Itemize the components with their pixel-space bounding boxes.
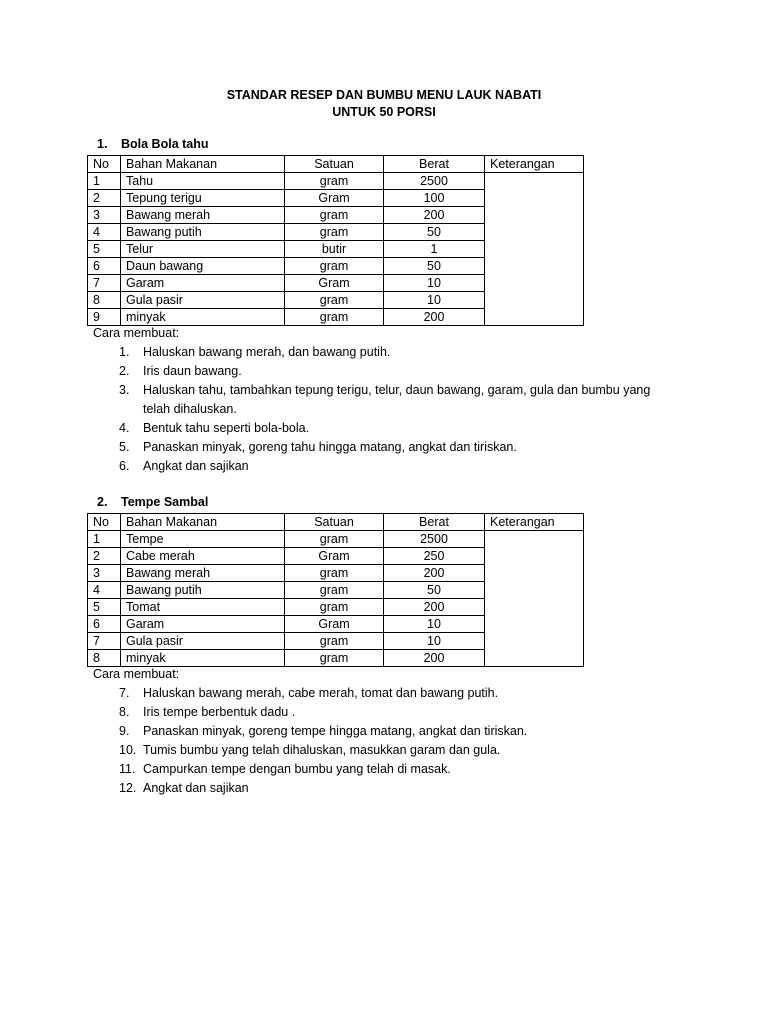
cell-berat: 250 — [384, 548, 485, 565]
cell-no: 1 — [88, 531, 121, 548]
list-item — [97, 760, 697, 779]
cell-berat: 200 — [384, 599, 485, 616]
cell-bahan-makanan: Tepung terigu — [121, 190, 285, 207]
step-text: Panaskan minyak, goreng tahu hingga matang, angkat dan tiriskan. — [143, 440, 517, 454]
cell-berat: 10 — [384, 292, 485, 309]
cell-berat: 50 — [384, 224, 485, 241]
ingredients-table — [87, 513, 584, 667]
step-number: 11. — [119, 762, 136, 776]
column-header-keterangan: Keterangan — [485, 156, 584, 173]
step-number: 6. — [119, 459, 130, 473]
step-number: 12. — [119, 781, 137, 795]
cell-satuan: gram — [285, 531, 384, 548]
cell-no: 7 — [88, 633, 121, 650]
cell-satuan: gram — [285, 599, 384, 616]
cell-satuan: gram — [285, 582, 384, 599]
step-text: Haluskan bawang merah, dan bawang putih. — [143, 345, 391, 359]
step-text: Panaskan minyak, goreng tempe hingga matang, angkat dan tiriskan. — [143, 724, 528, 738]
cell-berat: 2500 — [384, 173, 485, 190]
table-row — [88, 531, 584, 548]
cell-satuan: gram — [285, 173, 384, 190]
list-item — [97, 779, 697, 798]
step-number: 3. — [119, 383, 130, 397]
step-text: Iris daun bawang. — [143, 364, 242, 378]
step-number: 5. — [119, 440, 130, 454]
cell-keterangan — [485, 531, 584, 667]
cell-no: 4 — [88, 224, 121, 241]
cell-berat: 50 — [384, 582, 485, 599]
cell-no: 3 — [88, 565, 121, 582]
cell-bahan-makanan: Cabe merah — [121, 548, 285, 565]
cell-berat: 1 — [384, 241, 485, 258]
cell-no: 8 — [88, 650, 121, 667]
cell-bahan-makanan: Telur — [121, 241, 285, 258]
list-item — [97, 457, 697, 476]
list-item — [97, 419, 697, 438]
column-header-satuan: Satuan — [285, 156, 384, 173]
cell-bahan-makanan: Tahu — [121, 173, 285, 190]
column-header-no: No — [88, 514, 121, 531]
cell-berat: 10 — [384, 616, 485, 633]
cell-satuan: gram — [285, 633, 384, 650]
list-item — [97, 722, 697, 741]
cell-berat: 200 — [384, 565, 485, 582]
cell-berat: 2500 — [384, 531, 485, 548]
cell-satuan: gram — [285, 650, 384, 667]
cell-no: 9 — [88, 309, 121, 326]
method-label: Cara membuat: — [93, 326, 180, 340]
cell-satuan: gram — [285, 258, 384, 275]
step-number: 10. — [119, 743, 137, 757]
table-header-row — [88, 156, 584, 173]
method-steps — [97, 684, 697, 798]
method-steps — [97, 343, 697, 476]
column-header-no: No — [88, 156, 121, 173]
step-number: 7. — [119, 686, 130, 700]
cell-no: 5 — [88, 241, 121, 258]
cell-bahan-makanan: Garam — [121, 616, 285, 633]
cell-no: 6 — [88, 258, 121, 275]
step-text: Tumis bumbu yang telah dihaluskan, masukkan garam dan gula. — [143, 743, 501, 757]
column-header-satuan: Satuan — [285, 514, 384, 531]
step-number: 8. — [119, 705, 130, 719]
cell-bahan-makanan: minyak — [121, 650, 285, 667]
cell-satuan: Gram — [285, 548, 384, 565]
cell-bahan-makanan: Bawang merah — [121, 207, 285, 224]
cell-berat: 10 — [384, 275, 485, 292]
cell-no: 5 — [88, 599, 121, 616]
list-item — [97, 438, 697, 457]
section-number: 2. — [97, 495, 108, 509]
cell-no: 2 — [88, 190, 121, 207]
cell-satuan: Gram — [285, 275, 384, 292]
list-item — [97, 741, 697, 760]
step-text: Angkat dan sajikan — [143, 459, 249, 473]
cell-bahan-makanan: Garam — [121, 275, 285, 292]
cell-berat: 200 — [384, 309, 485, 326]
column-header-keterangan: Keterangan — [485, 514, 584, 531]
section-name: Bola Bola tahu — [121, 137, 209, 151]
cell-satuan: butir — [285, 241, 384, 258]
cell-berat: 100 — [384, 190, 485, 207]
cell-no: 1 — [88, 173, 121, 190]
cell-keterangan — [485, 173, 584, 326]
cell-satuan: gram — [285, 207, 384, 224]
table-row — [88, 173, 584, 190]
step-text-continuation: telah dihaluskan. — [143, 402, 237, 416]
table-header-row — [88, 514, 584, 531]
column-header-berat: Berat — [384, 156, 485, 173]
method-label: Cara membuat: — [93, 667, 180, 681]
step-number: 4. — [119, 421, 130, 435]
step-text: Iris tempe berbentuk dadu . — [143, 705, 296, 719]
step-text: Angkat dan sajikan — [143, 781, 249, 795]
ingredients-table — [87, 155, 584, 326]
list-item — [97, 381, 697, 419]
step-text: Campurkan tempe dengan bumbu yang telah di masak. — [143, 762, 451, 776]
cell-berat: 200 — [384, 207, 485, 224]
cell-satuan: gram — [285, 292, 384, 309]
cell-bahan-makanan: Tempe — [121, 531, 285, 548]
cell-bahan-makanan: Tomat — [121, 599, 285, 616]
cell-berat: 200 — [384, 650, 485, 667]
cell-bahan-makanan: Bawang putih — [121, 582, 285, 599]
section-heading — [97, 137, 209, 151]
document-subtitle: UNTUK 50 PORSI — [332, 105, 436, 119]
step-number: 9. — [119, 724, 130, 738]
list-item — [97, 343, 697, 362]
column-header-berat: Berat — [384, 514, 485, 531]
document-title: STANDAR RESEP DAN BUMBU MENU LAUK NABATI — [226, 88, 542, 102]
cell-no: 3 — [88, 207, 121, 224]
step-number: 2. — [119, 364, 130, 378]
list-item — [97, 362, 697, 381]
cell-no: 2 — [88, 548, 121, 565]
cell-satuan: Gram — [285, 616, 384, 633]
cell-bahan-makanan: Bawang putih — [121, 224, 285, 241]
cell-no: 7 — [88, 275, 121, 292]
cell-no: 8 — [88, 292, 121, 309]
cell-satuan: gram — [285, 565, 384, 582]
cell-bahan-makanan: Bawang merah — [121, 565, 285, 582]
cell-satuan: gram — [285, 224, 384, 241]
cell-berat: 50 — [384, 258, 485, 275]
cell-berat: 10 — [384, 633, 485, 650]
cell-no: 4 — [88, 582, 121, 599]
column-header-bahan-makanan: Bahan Makanan — [121, 156, 285, 173]
section-heading — [97, 495, 208, 509]
step-text: Bentuk tahu seperti bola-bola. — [143, 421, 310, 435]
cell-bahan-makanan: Gula pasir — [121, 292, 285, 309]
list-item — [97, 684, 697, 703]
list-item — [97, 703, 697, 722]
step-text: Haluskan tahu, tambahkan tepung terigu, telur, daun bawang, garam, gula dan bumbu yang — [143, 383, 651, 397]
cell-bahan-makanan: minyak — [121, 309, 285, 326]
section-name: Tempe Sambal — [121, 495, 209, 509]
section-number: 1. — [97, 137, 108, 151]
cell-satuan: gram — [285, 309, 384, 326]
cell-satuan: Gram — [285, 190, 384, 207]
cell-bahan-makanan: Gula pasir — [121, 633, 285, 650]
column-header-bahan-makanan: Bahan Makanan — [121, 514, 285, 531]
step-text: Haluskan bawang merah, cabe merah, tomat dan bawang putih. — [143, 686, 499, 700]
cell-bahan-makanan: Daun bawang — [121, 258, 285, 275]
cell-no: 6 — [88, 616, 121, 633]
step-number: 1. — [119, 345, 130, 359]
